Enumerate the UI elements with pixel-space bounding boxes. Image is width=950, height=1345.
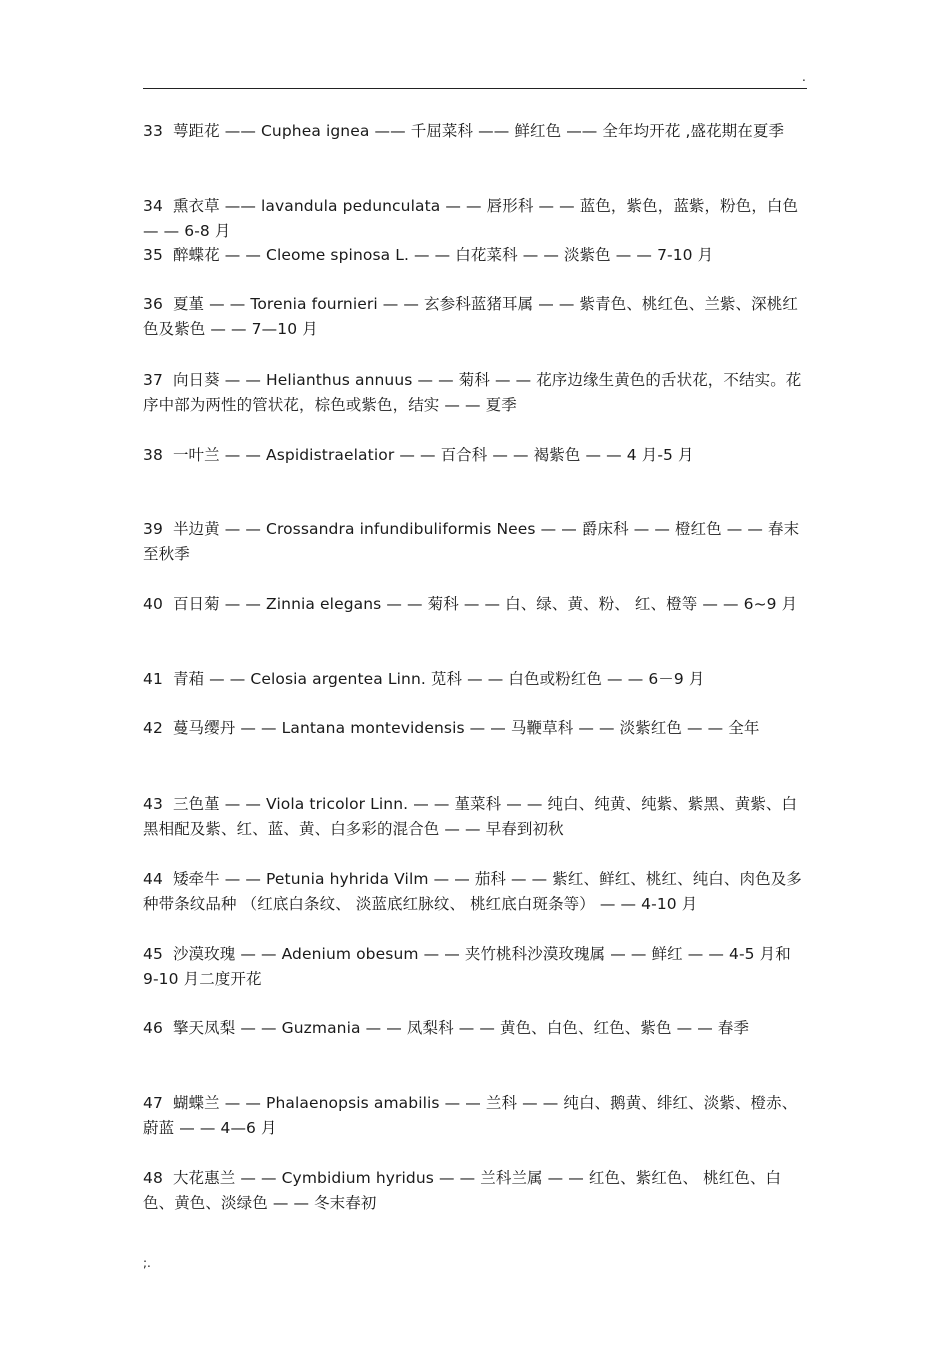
entry-number: 46 bbox=[143, 1019, 163, 1037]
list-item bbox=[143, 194, 805, 243]
entry-text: 青葙 — — Celosia argentea Linn. 苋科 — — 白色或粉红色 — — 6－9 月 bbox=[172, 670, 705, 688]
list-item bbox=[143, 1166, 805, 1215]
list-item bbox=[143, 1091, 805, 1140]
entry-number: 44 bbox=[143, 870, 163, 888]
entry-text: 擎天凤梨 — — Guzmania — — 凤梨科 — — 黄色、白色、红色、紫色 — — 春季 bbox=[172, 1019, 750, 1037]
entry-text: 半边黄 — — Crossandra infundibuliformis Nees — — 爵床科 — — 橙红色 — — 春末至秋季 bbox=[143, 520, 800, 563]
list-item bbox=[143, 792, 805, 841]
entry-text: 百日菊 — — Zinnia elegans — — 菊科 — — 白、绿、黄、粉、 红、橙等 — — 6~9 月 bbox=[172, 595, 798, 613]
entry-number: 39 bbox=[143, 520, 163, 538]
header-dot: . bbox=[802, 70, 806, 84]
entry-number: 41 bbox=[143, 670, 163, 688]
entry-number: 47 bbox=[143, 1094, 163, 1112]
entry-text: 蔓马缨丹 — — Lantana montevidensis — — 马鞭草科 — — 淡紫红色 — — 全年 bbox=[172, 719, 760, 737]
list-item bbox=[143, 243, 805, 268]
entry-text: 醉蝶花 — — Cleome spinosa L. — — 白花菜科 — — 淡紫色 — — 7-10 月 bbox=[172, 246, 714, 264]
header-rule bbox=[143, 88, 807, 89]
entry-text: 萼距花 —— Cuphea ignea —— 千屈菜科 —— 鲜红色 —— 全年均开花 ,盛花期在夏季 bbox=[172, 122, 785, 140]
entry-number: 48 bbox=[143, 1169, 163, 1187]
entry-text: 大花惠兰 — — Cymbidium hyridus — — 兰科兰属 — — 红色、紫红色、 桃红色、白色、黄色、淡绿色 — — 冬末春初 bbox=[143, 1169, 782, 1212]
list-item bbox=[143, 716, 805, 741]
entry-text: 熏衣草 —— lavandula pedunculata — — 唇形科 — — 蓝色，紫色，蓝紫，粉色，白色 — — 6-8 月 bbox=[143, 197, 799, 240]
entry-text: 矮牵牛 — — Petunia hyhrida Vilm — — 茄科 — — 紫红、鲜红、桃红、纯白、肉色及多种带条纹品种 （红底白条纹、 淡蓝底红脉纹、 桃红底白斑条等） — — 4-10 月 bbox=[143, 870, 802, 913]
entry-number: 34 bbox=[143, 197, 163, 215]
list-item bbox=[143, 867, 805, 916]
list-item bbox=[143, 517, 805, 566]
entry-number: 33 bbox=[143, 122, 163, 140]
entry-number: 37 bbox=[143, 371, 163, 389]
list-item bbox=[143, 1016, 805, 1041]
entry-text: 一叶兰 — — Aspidistraelatior — — 百合科 — — 褐紫色 — — 4 月-5 月 bbox=[172, 446, 694, 464]
entry-number: 42 bbox=[143, 719, 163, 737]
entry-number: 40 bbox=[143, 595, 163, 613]
entry-number: 45 bbox=[143, 945, 163, 963]
entry-text: 三色堇 — — Viola tricolor Linn. — — 堇菜科 — — 纯白、纯黄、纯紫、紫黑、黄紫、白黑相配及紫、红、蓝、黄、白多彩的混合色 — — 早春到初秋 bbox=[143, 795, 798, 838]
list-item bbox=[143, 368, 805, 417]
entry-text: 向日葵 — — Helianthus annuus — — 菊科 — — 花序边缘生黄色的舌状花，不结实。花序中部为两性的管状花，棕色或紫色，结实 — — 夏季 bbox=[143, 371, 802, 414]
list-item bbox=[143, 292, 805, 341]
list-item bbox=[143, 443, 805, 468]
entry-text: 蝴蝶兰 — — Phalaenopsis amabilis — — 兰科 — — 纯白、鹅黄、绯红、淡紫、橙赤、蔚蓝 — — 4—6 月 bbox=[143, 1094, 798, 1137]
entry-text: 沙漠玫瑰 — — Adenium obesum — — 夹竹桃科沙漠玫瑰属 — — 鲜红 — — 4-5 月和 9-10 月二度开花 bbox=[143, 945, 791, 988]
entry-number: 43 bbox=[143, 795, 163, 813]
list-item bbox=[143, 119, 805, 144]
entry-text: 夏堇 — — Torenia fournieri — — 玄参科蓝猪耳属 — — 紫青色、桃红色、兰紫、深桃红色及紫色 — — 7—10 月 bbox=[143, 295, 798, 338]
entry-number: 38 bbox=[143, 446, 163, 464]
list-item bbox=[143, 942, 805, 991]
entry-number: 36 bbox=[143, 295, 163, 313]
list-item bbox=[143, 667, 805, 692]
entry-number: 35 bbox=[143, 246, 163, 264]
list-item bbox=[143, 592, 805, 617]
footer-mark: ;. bbox=[143, 1256, 151, 1270]
